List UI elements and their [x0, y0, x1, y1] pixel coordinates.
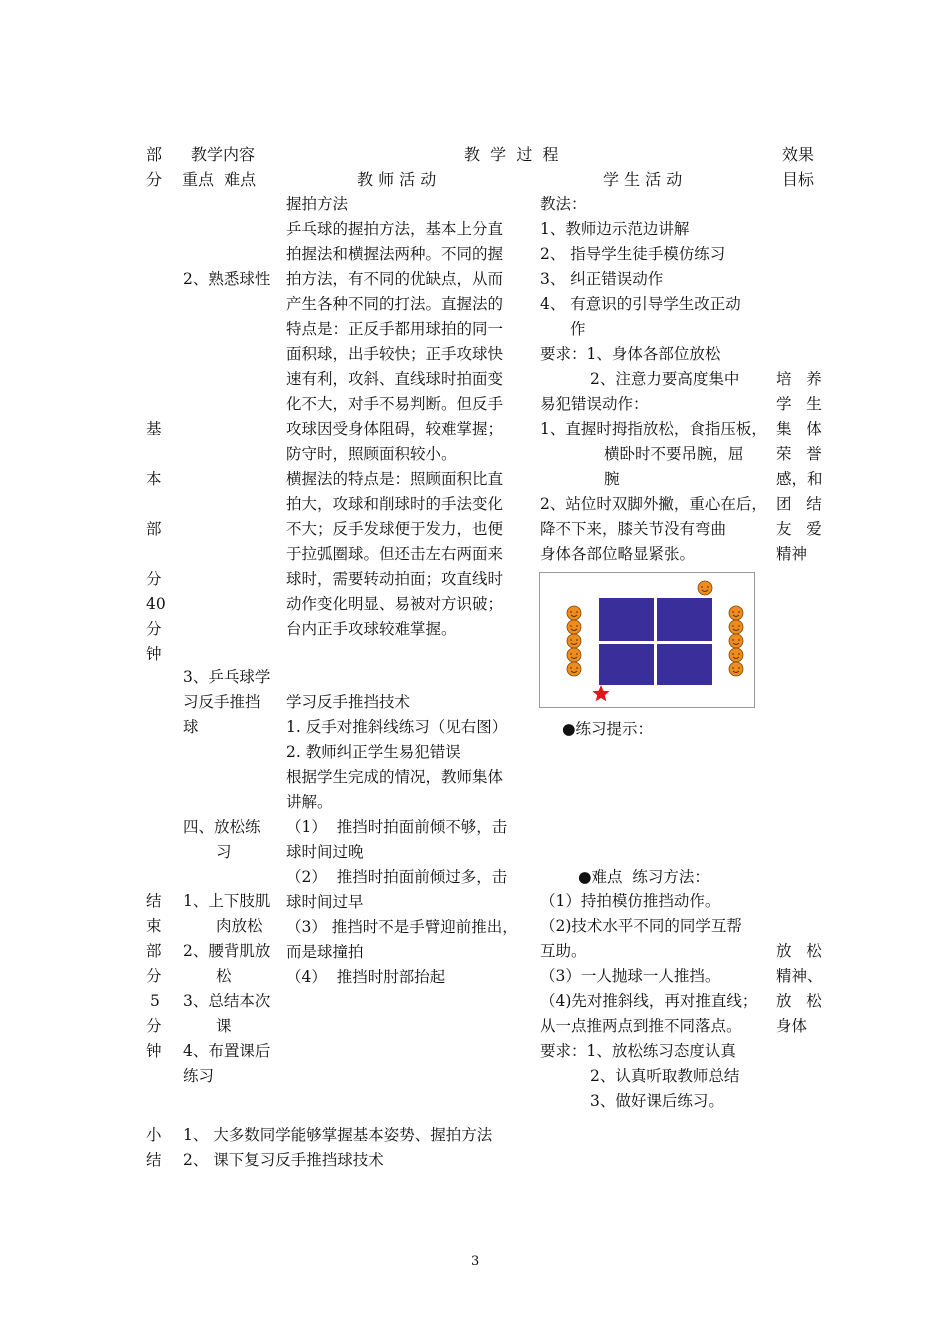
page-number: 3	[471, 1254, 480, 1269]
practice-tip-label: ●练习提示：	[562, 720, 654, 738]
difficulty-method-label: ●难点 练习方法：	[578, 868, 710, 886]
content-end-items: 1、上下肢肌 肉放松 2、腰背肌放 松 3、总结本次 课 4、布置课后 练习	[183, 892, 271, 1085]
student-ball-icon	[729, 648, 743, 662]
student-top	[698, 581, 712, 595]
teacher-activity-grip: 握拍方法 乒乓球的握拍方法，基本上分直 拍握法和横握法两种。不同的握 拍方法，有不同的优缺点，从而 产生各种不同的打法。直握法的 特点是：正反手都用球拍的同一 面积球，出手较快；正手攻球快 速有利，攻斜、直线球时拍面变 化不大，对手不易判断。但反手 攻球因受身体阻碍，较难掌握； 防守时，照顾面积较小。 横握法的特点是：照顾面积比直 拍大，攻球和削球时的手法变化 不大；反手发球便于发力，也便 于拉弧圈球。但还击左右两面来 球时，需要转动拍面；攻直线时 动作变化明显、易被对方识破； 台内正手攻球较难掌握。	[286, 195, 504, 638]
student-group-left	[567, 606, 581, 676]
student-ball-icon	[567, 648, 581, 662]
table-quadrant	[657, 644, 712, 685]
content-item-3: 3、乒乓球学 习反手推挡 球	[183, 668, 271, 736]
student-ball-icon	[698, 581, 712, 595]
header-process: 教 学 过 程	[464, 145, 559, 164]
header-bu: 部	[146, 145, 163, 164]
student-ball-icon	[567, 634, 581, 648]
teacher-activity-push: 学习反手推挡技术 1. 反手对推斜线练习（见右图） 2. 教师纠正学生易犯错误 根据学生完成的情况，教师集体 讲解。 （1） 推挡时拍面前倾不够，击 球时间过晚 （2） 推挡时拍面前倾过多，击 球时间过早 （3） 推挡时不是手臂迎前推出， 而是球撞拍 （4） 推挡时肘部抬起	[286, 693, 518, 986]
student-ball-icon	[567, 620, 581, 634]
student-ball-icon	[729, 634, 743, 648]
header-fen: 分	[146, 170, 163, 189]
student-ball-icon	[567, 606, 581, 620]
header-content-title: 教学内容	[191, 145, 256, 164]
table-quadrant	[657, 598, 712, 641]
content-item-4: 四、放松练 习	[183, 818, 261, 861]
header-goal: 目标	[782, 170, 815, 189]
goal-basic: 培 养 学 生 集 体 荣 誉 感，和 团 结 友 爱 精神	[776, 370, 823, 563]
student-activity-practice: （1）持拍模仿推挡动作。 （2)技术水平不同的同学互帮 互助。 （3）一人抛球一人推挡。 （4)先对推斜线，再对推直线； 从一点推两点到推不同落点。 要求：1、放松练习态度认真 2、认真听取教师总结 3、做好课后练习。	[540, 892, 758, 1110]
student-ball-icon	[729, 606, 743, 620]
content-item-2: 2、熟悉球性	[183, 270, 271, 288]
table-quadrant	[599, 598, 654, 641]
table-quadrant	[599, 644, 654, 685]
goal-end: 放 松 精神、 放 松 身体	[776, 942, 823, 1035]
header-student-activity: 学 生 活 动	[603, 170, 683, 189]
summary-content: 1、 大多数同学能够掌握基本姿势、握拍方法 2、 课下复习反手推挡球技术	[183, 1126, 493, 1169]
header-focus-difficulty: 重点 难点	[182, 170, 257, 189]
student-group-right	[729, 606, 743, 676]
basic-section-label: 基 本 部 分 40 分 钟	[146, 420, 166, 663]
student-ball-icon	[567, 662, 581, 676]
table-tennis-drill-diagram	[539, 572, 755, 708]
header-effect: 效果	[782, 145, 815, 164]
header-teacher-activity: 教 师 活 动	[357, 170, 437, 189]
summary-label: 小 结	[146, 1126, 162, 1169]
student-ball-icon	[729, 662, 743, 676]
end-section-label: 结 束 部 分 5 分 钟	[146, 892, 162, 1060]
student-ball-icon	[729, 620, 743, 634]
student-activity-methods: 教法： 1、教师边示范边讲解 2、 指导学生徒手模仿练习 3、 纠正错误动作 4、 有意识的引导学生改正动 作 要求：1、身体各部位放松 2、注意力要高度集中 易犯错误动作： 1、直握时拇指放松，食指压板， 横卧时不要吊腕，屈 腕 2、站位时双脚外撇，重心在后， 降不下来，膝关节没有弯曲 身体各部位略显紧张。	[540, 195, 767, 563]
